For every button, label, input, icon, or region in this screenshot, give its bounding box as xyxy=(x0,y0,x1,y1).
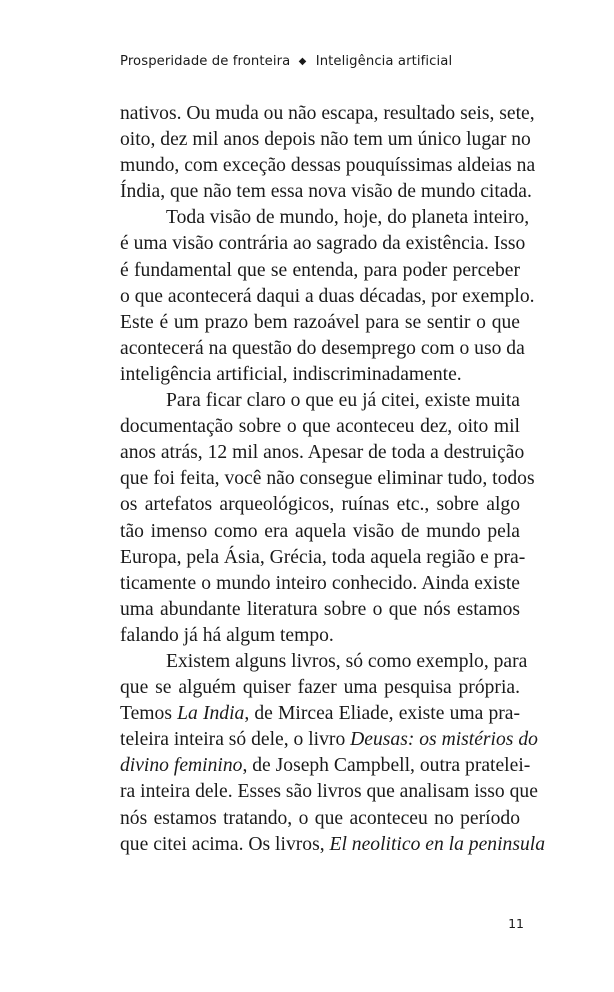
text-run: é uma visão contrária ao sagrado da existência. Isso xyxy=(120,233,526,255)
text-line xyxy=(120,649,528,675)
italic-title-text: El neolitico en la peninsula xyxy=(329,833,545,855)
text-line xyxy=(120,571,520,597)
header-book-title: Prosperidade de fronteira xyxy=(120,54,291,69)
text-run: ra inteira dele. Esses são livros que analisam isso que xyxy=(120,781,538,803)
text-line xyxy=(120,623,520,649)
text-line xyxy=(120,101,535,127)
italic-title-text: divino feminino xyxy=(120,755,243,777)
text-line xyxy=(120,362,520,388)
text-run: Índia, que não tem essa nova visão de mundo citada. xyxy=(120,181,532,203)
text-line xyxy=(120,440,525,466)
text-run: oito, dez mil anos depois não tem um único lugar no xyxy=(120,129,531,151)
text-line xyxy=(120,806,520,832)
body-text xyxy=(120,101,545,858)
text-line xyxy=(120,675,520,701)
paragraph xyxy=(120,101,536,205)
text-run: o que acontecerá daqui a duas décadas, por exemplo. xyxy=(120,285,535,307)
text-line xyxy=(120,545,526,571)
text-run: Temos xyxy=(120,703,178,725)
italic-title-text: Deusas: os mistérios do xyxy=(350,729,538,751)
text-line xyxy=(120,284,535,310)
text-line xyxy=(120,466,535,492)
italic-title-text: La India xyxy=(177,703,245,725)
text-run: nativos. Ou muda ou não escapa, resultado seis, sete, xyxy=(120,103,535,124)
text-run: anos atrás, 12 mil anos. Apesar de toda a destruição xyxy=(120,442,525,464)
header-chapter-title: Inteligência artificial xyxy=(315,54,453,69)
text-run: que citei acima. Os livros, xyxy=(120,833,330,855)
text-line xyxy=(120,832,545,858)
text-line xyxy=(120,205,530,231)
text-run: é fundamental que se entenda, para poder perceber xyxy=(120,259,520,281)
text-line xyxy=(120,519,520,545)
text-line xyxy=(120,414,520,440)
text-run: documentação sobre o que aconteceu dez, oito mil xyxy=(120,416,520,438)
text-run: que se alguém quiser fazer uma pesquisa própria. xyxy=(120,677,520,699)
text-run: falando já há algum tempo. xyxy=(120,624,334,646)
text-run: tão imenso como era aquela visão de mundo pela xyxy=(120,520,520,542)
text-line xyxy=(120,597,520,623)
page-number: 11 xyxy=(508,916,524,931)
text-run: que foi feita, você não consegue eliminar tudo, todos xyxy=(120,468,535,490)
text-line xyxy=(120,127,531,153)
paragraph xyxy=(120,649,545,858)
text-run: mundo, com exceção dessas pouquíssimas aldeias na xyxy=(120,155,536,177)
text-line xyxy=(120,310,520,336)
text-run: inteligência artificial, indiscriminadamente. xyxy=(120,363,462,385)
text-run: teleira inteira só dele, o livro xyxy=(120,729,351,751)
text-line xyxy=(120,231,526,257)
text-line xyxy=(120,727,538,753)
text-line xyxy=(120,701,520,727)
text-run: os artefatos arqueológicos, ruínas etc., sobre algo xyxy=(120,494,520,516)
text-line xyxy=(120,153,536,179)
text-line xyxy=(120,753,531,779)
text-run: uma abundante literatura sobre o que nós estamos xyxy=(120,598,520,620)
text-run: , de Mircea Eliade, existe uma pra- xyxy=(244,703,520,725)
text-run: Para ficar claro o que eu já citei, existe muita xyxy=(166,390,520,412)
text-line xyxy=(120,779,538,805)
paragraph xyxy=(120,205,535,388)
text-run: Este é um prazo bem razoável para se sentir o que xyxy=(120,311,520,333)
text-run: , de Joseph Campbell, outra pratelei- xyxy=(242,755,531,777)
text-run: nós estamos tratando, o que aconteceu no período xyxy=(120,807,520,829)
paragraph xyxy=(120,388,535,649)
text-line xyxy=(120,336,525,362)
text-run: Toda visão de mundo, hoje, do planeta inteiro, xyxy=(166,207,530,229)
text-line xyxy=(120,388,520,414)
text-run: ticamente o mundo inteiro conhecido. Ainda existe xyxy=(120,572,520,594)
text-line xyxy=(120,492,520,518)
text-run: Europa, pela Ásia, Grécia, toda aquela região e pra- xyxy=(120,546,526,568)
text-run: acontecerá na questão do desemprego com o uso da xyxy=(120,337,525,359)
text-run: Existem alguns livros, só como exemplo, para xyxy=(166,650,528,672)
running-header xyxy=(120,54,540,69)
text-line xyxy=(120,258,520,284)
text-line xyxy=(120,179,532,205)
header-diamond-separator-icon: ◆ xyxy=(298,56,307,67)
